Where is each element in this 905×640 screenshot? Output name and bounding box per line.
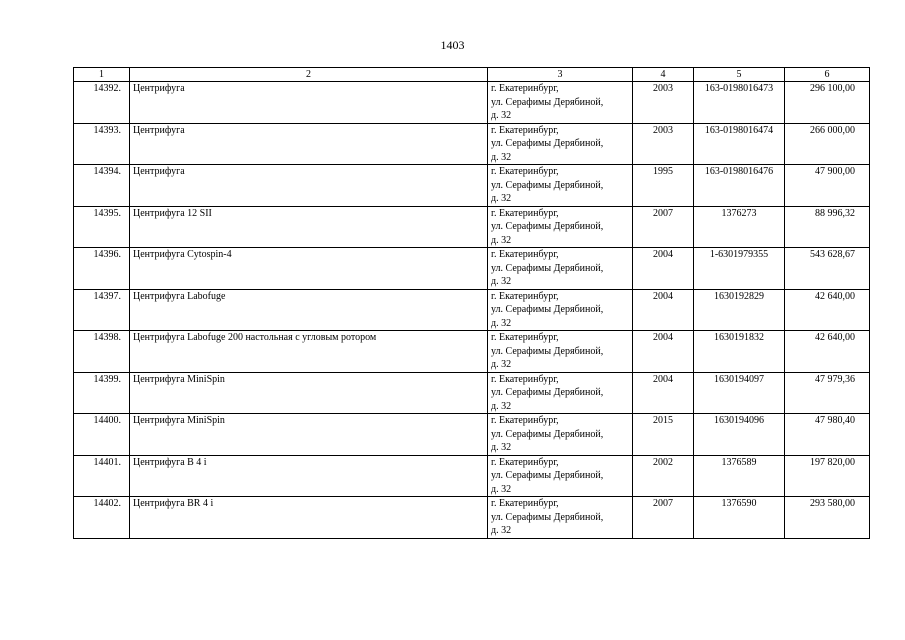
address-line: ул. Серафимы Дерябиной,: [491, 387, 604, 398]
cost-cell: 296 100,00: [785, 82, 870, 124]
inventory-number-cell: 1376273: [694, 206, 785, 248]
year-cell: 2007: [633, 497, 694, 539]
year-cell: 2003: [633, 82, 694, 124]
table-row: [74, 331, 870, 373]
column-header-2: 2: [130, 68, 488, 82]
year-cell: 2004: [633, 248, 694, 290]
cost-cell: 293 580,00: [785, 497, 870, 539]
address-line: г. Екатеринбург,: [491, 498, 559, 509]
address-line: ул. Серафимы Дерябиной,: [491, 96, 604, 108]
inventory-number-cell: 1376590: [694, 497, 785, 539]
address-line: д. 32: [491, 151, 512, 163]
item-name-cell: Центрифуга Labofuge 200 настольная с угловым ротором: [130, 331, 488, 373]
address-line: г. Екатеринбург,: [491, 373, 559, 385]
address-cell: [488, 289, 633, 331]
address-line: ул. Серафимы Дерябиной,: [491, 179, 604, 191]
column-header-3: 3: [488, 68, 633, 82]
item-name-cell: Центрифуга MiniSpin: [130, 414, 488, 456]
cost-cell: 88 996,32: [785, 206, 870, 248]
inventory-number-cell: 163-0198016476: [694, 165, 785, 207]
address-line: г. Екатеринбург,: [491, 332, 559, 343]
year-cell: 1995: [633, 165, 694, 207]
table-row: [74, 497, 870, 539]
address-cell: [488, 248, 633, 290]
address-line: д. 32: [491, 359, 512, 370]
address-line: д. 32: [491, 483, 512, 495]
inventory-number-cell: 163-0198016474: [694, 123, 785, 165]
row-number-cell: 14398.: [74, 331, 130, 373]
table-row: [74, 206, 870, 248]
table-row: [74, 82, 870, 124]
address-cell: [488, 165, 633, 207]
row-number-cell: 14393.: [74, 123, 130, 165]
table-body: [74, 82, 870, 539]
inventory-number-cell: 1630194097: [694, 372, 785, 414]
year-cell: 2015: [633, 414, 694, 456]
address-line: д. 32: [491, 110, 512, 121]
address-cell: [488, 414, 633, 456]
item-name-cell: Центрифуга В 4 i: [130, 455, 488, 497]
address-cell: [488, 331, 633, 373]
address-cell: [488, 206, 633, 248]
item-name-cell: Центрифуга MiniSpin: [130, 372, 488, 414]
address-line: г. Екатеринбург,: [491, 166, 559, 177]
address-line: г. Екатеринбург,: [491, 207, 559, 219]
cost-cell: 42 640,00: [785, 331, 870, 373]
inventory-number-cell: 1630194096: [694, 414, 785, 456]
address-line: ул. Серафимы Дерябиной,: [491, 221, 604, 232]
address-line: г. Екатеринбург,: [491, 456, 559, 468]
address-line: д. 32: [491, 525, 512, 536]
property-registry-table: [73, 67, 870, 539]
item-name-cell: Центрифуга Labofuge: [130, 289, 488, 331]
address-line: г. Екатеринбург,: [491, 415, 559, 426]
table-row: [74, 455, 870, 497]
year-cell: 2004: [633, 331, 694, 373]
cost-cell: 266 000,00: [785, 123, 870, 165]
cost-cell: 42 640,00: [785, 289, 870, 331]
address-line: ул. Серафимы Дерябиной,: [491, 470, 604, 481]
address-line: ул. Серафимы Дерябиной,: [491, 511, 604, 523]
address-cell: [488, 123, 633, 165]
address-cell: [488, 372, 633, 414]
cost-cell: 197 820,00: [785, 455, 870, 497]
address-cell: [488, 455, 633, 497]
item-name-cell: Центрифуга BR 4 i: [130, 497, 488, 539]
table-row: [74, 414, 870, 456]
table-row: [74, 123, 870, 165]
row-number-cell: 14392.: [74, 82, 130, 124]
column-header-4: 4: [633, 68, 694, 82]
item-name-cell: Центрифуга: [130, 82, 488, 124]
address-line: ул. Серафимы Дерябиной,: [491, 345, 604, 357]
address-cell: [488, 497, 633, 539]
row-number-cell: 14400.: [74, 414, 130, 456]
column-header-1: 1: [74, 68, 130, 82]
year-cell: 2004: [633, 372, 694, 414]
header-row: [74, 68, 870, 82]
address-line: д. 32: [491, 276, 512, 287]
row-number-cell: 14402.: [74, 497, 130, 539]
year-cell: 2003: [633, 123, 694, 165]
cost-cell: 47 900,00: [785, 165, 870, 207]
year-cell: 2004: [633, 289, 694, 331]
table-row: [74, 372, 870, 414]
table-row: [74, 289, 870, 331]
address-line: д. 32: [491, 400, 512, 412]
inventory-number-cell: 1630192829: [694, 289, 785, 331]
row-number-cell: 14395.: [74, 206, 130, 248]
address-line: д. 32: [491, 317, 512, 329]
address-line: ул. Серафимы Дерябиной,: [491, 304, 604, 315]
row-number-cell: 14397.: [74, 289, 130, 331]
cost-cell: 47 979,36: [785, 372, 870, 414]
inventory-number-cell: 1630191832: [694, 331, 785, 373]
item-name-cell: Центрифуга: [130, 123, 488, 165]
table-header: [74, 68, 870, 82]
inventory-number-cell: 163-0198016473: [694, 82, 785, 124]
inventory-number-cell: 1376589: [694, 455, 785, 497]
address-line: ул. Серафимы Дерябиной,: [491, 262, 604, 274]
column-header-6: 6: [785, 68, 870, 82]
item-name-cell: Центрифуга Cytospin-4: [130, 248, 488, 290]
address-line: г. Екатеринбург,: [491, 83, 559, 94]
address-line: г. Екатеринбург,: [491, 290, 559, 302]
year-cell: 2002: [633, 455, 694, 497]
address-line: ул. Серафимы Дерябиной,: [491, 138, 604, 149]
row-number-cell: 14401.: [74, 455, 130, 497]
address-line: д. 32: [491, 193, 512, 204]
address-line: д. 32: [491, 234, 512, 246]
address-line: д. 32: [491, 442, 512, 453]
address-line: ул. Серафимы Дерябиной,: [491, 428, 604, 440]
row-number-cell: 14399.: [74, 372, 130, 414]
item-name-cell: Центрифуга 12 SII: [130, 206, 488, 248]
cost-cell: 543 628,67: [785, 248, 870, 290]
row-number-cell: 14396.: [74, 248, 130, 290]
cost-cell: 47 980,40: [785, 414, 870, 456]
year-cell: 2007: [633, 206, 694, 248]
page-number: 1403: [440, 38, 465, 52]
table-row: [74, 248, 870, 290]
address-line: г. Екатеринбург,: [491, 249, 559, 260]
address-cell: [488, 82, 633, 124]
table-row: [74, 165, 870, 207]
item-name-cell: Центрифуга: [130, 165, 488, 207]
row-number-cell: 14394.: [74, 165, 130, 207]
column-header-5: 5: [694, 68, 785, 82]
address-line: г. Екатеринбург,: [491, 124, 559, 136]
inventory-number-cell: 1-6301979355: [694, 248, 785, 290]
